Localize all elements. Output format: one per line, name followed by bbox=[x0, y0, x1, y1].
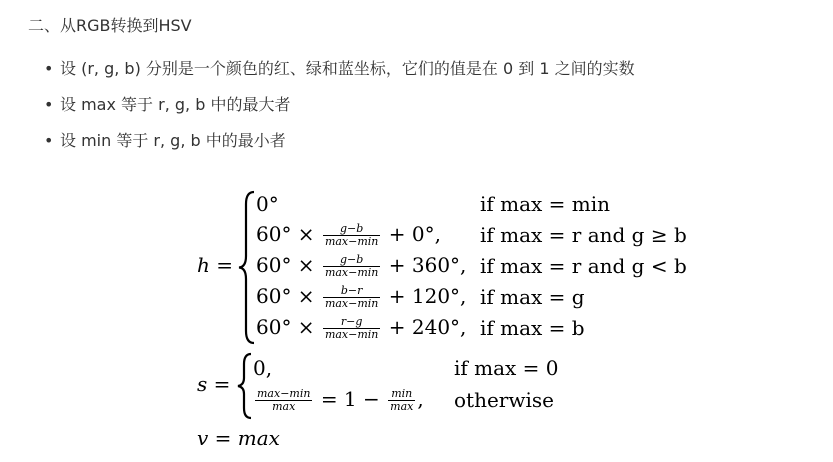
formula-v-expr: v = max bbox=[197, 426, 280, 450]
case-condition: if max = r and g < b bbox=[480, 254, 687, 278]
fraction: $\frac{g-b}{\max-\min}$ bbox=[324, 253, 379, 279]
fraction: $\frac{\max-\min}{\max}$ bbox=[257, 387, 311, 413]
case-expr: 0° bbox=[256, 192, 279, 216]
case-expr: 60° × $\frac{g-b}{\max-\min}$ + 0°, bbox=[256, 222, 441, 248]
case-condition: if max = 0 bbox=[454, 356, 559, 380]
case-expr: 60° × $\frac{r-g}{\max-\min}$ + 240°, bbox=[256, 315, 467, 341]
formula-h-lhs: h = bbox=[197, 253, 233, 277]
case-condition: if max = r and g ≥ b bbox=[480, 223, 687, 247]
fraction: $\frac{b-r}{\max-\min}$ bbox=[324, 284, 379, 310]
case-condition: otherwise bbox=[454, 388, 554, 412]
fraction: $\frac{\min}{\max}$ bbox=[390, 387, 414, 413]
left-brace bbox=[236, 352, 254, 420]
fraction: $\frac{g-b}{\max-\min}$ bbox=[324, 222, 379, 248]
case-expr: 0, bbox=[253, 356, 273, 380]
list-item: • 设 min 等于 r, g, b 中的最小者 bbox=[44, 130, 635, 166]
case-condition: if max = min bbox=[480, 192, 611, 216]
case-expr: 60° × $\frac{b-r}{\max-\min}$ + 120°, bbox=[256, 284, 467, 310]
case-expr: 60° × $\frac{g-b}{\max-\min}$ + 360°, bbox=[256, 253, 467, 279]
section-heading: 二、从RGB转换到HSV bbox=[28, 16, 192, 35]
case-condition: if max = g bbox=[480, 285, 585, 309]
left-brace bbox=[237, 190, 257, 345]
fraction: $\frac{r-g}{\max-\min}$ bbox=[324, 315, 379, 341]
definition-list bbox=[44, 58, 635, 166]
case-condition: if max = b bbox=[480, 316, 585, 340]
case-expr: $\frac{\max-\min}{\max}$ = 1 − $\frac{\min}{\max}$ , bbox=[257, 387, 424, 413]
list-item: • 设 max 等于 r, g, b 中的最大者 bbox=[44, 94, 635, 130]
list-item: • 设 (r, g, b) 分别是一个颜色的红、绿和蓝坐标，它们的值是在 0 到 1 之间的实数 bbox=[44, 58, 635, 94]
formula-s-lhs: s = bbox=[197, 372, 231, 396]
